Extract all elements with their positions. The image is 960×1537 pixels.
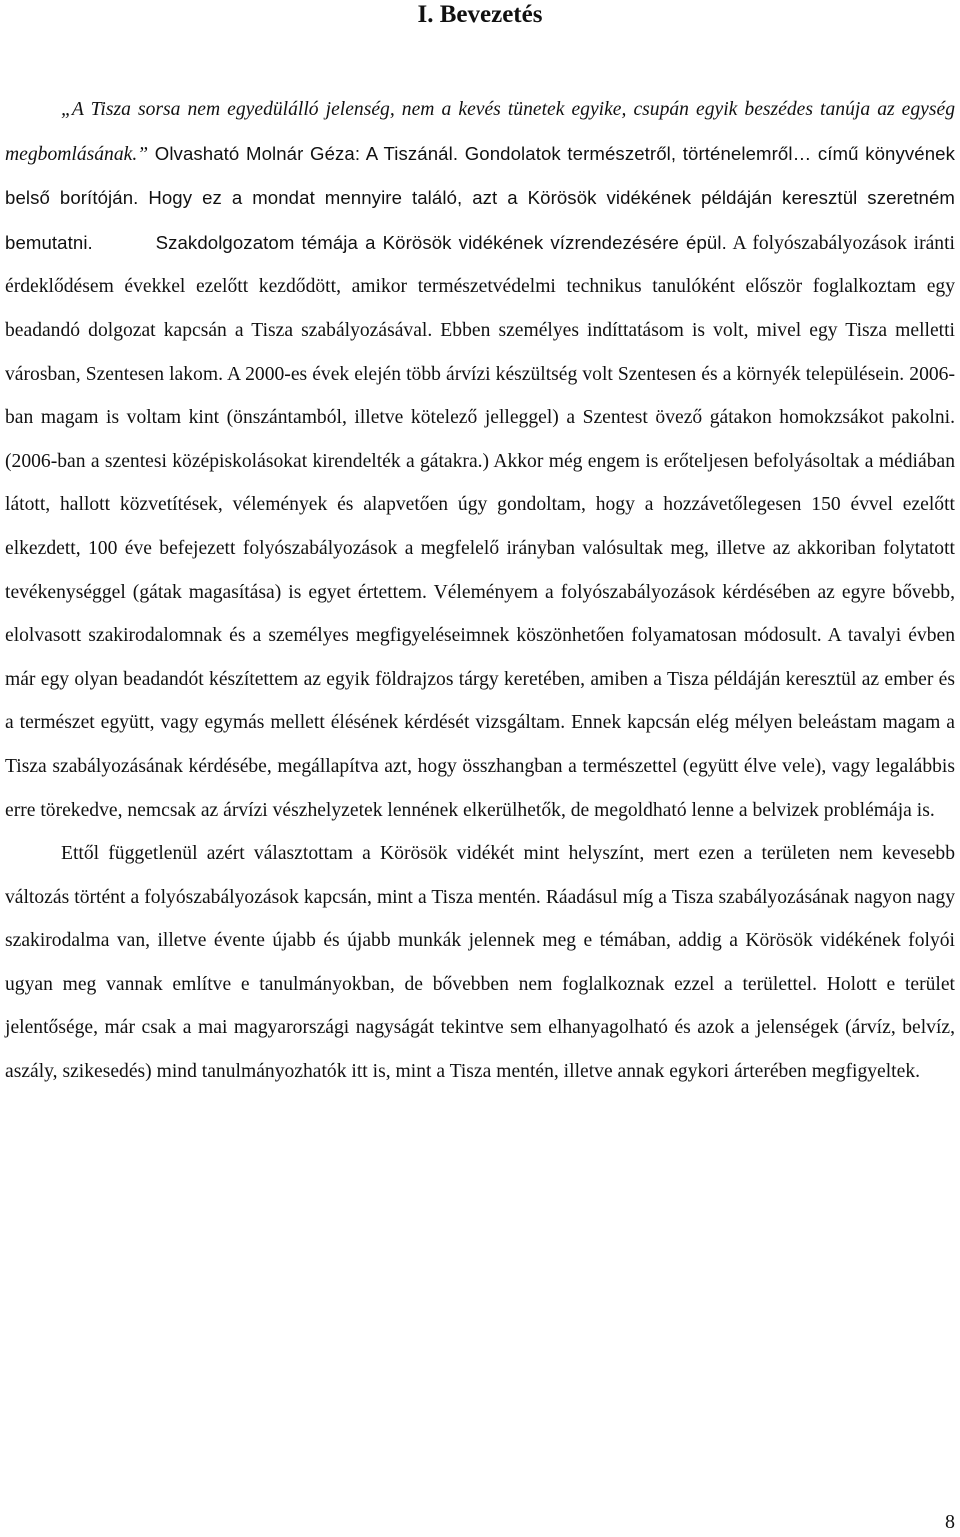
paragraph-intro-rest: A folyószabályozások iránti érdeklődésem évekkel ezelőtt kezdődött, amikor természetvédelmi technikus tanulóként először foglalkoztam egy beadandó dolgozat kapcsán a Tisza szabályozásával. Ebben személyes indíttatásom is volt, mivel egy Tisza melletti városban, Szentesen lakom. A 2000-es évek elején több árvízi készültség volt Szentesen és a környék településein. 2006-ban magam is voltam kint (önszántamból, illetve kötelező jelleggel) a Szentest övező gátakon homokzsákot pakolni. (2006-ban a szentesi középiskolásokat kirendelték a gátakra.) Akkor még engem is erőteljesen befolyásoltak a médiában látott, hallott közvetítések, vélemények és alapvetően úgy gondoltam, hogy a hozzávetőlegesen 150 évvel ezelőtt elkezdett, 100 éve befejezett folyószabályozások a megfelelő irányban valósultak meg, illetve az akkoriban folytatott tevékenységgel (gátak magasítása) is egyet értettem. Véleményem a folyószabályozások kérdésében az egyre bővebb, elolvasott szakirodalomnak és a személyes megfigyeléseimnek köszönhetően folyamatosan módosult. A tavalyi évben már egy olyan beadandót készítettem az egyik földrajzos tárgy keretében, amiben a Tisza példáján keresztül az ember és a természet együtt, vagy egymás mellett élésének kérdését vizsgáltam. Ennek kapcsán elég mélyen beleástam magam a Tisza szabályozásának kérdésébe, megállapítva azt, hogy összhangban a természettel (együtt élve vele), vagy legalábbis erre törekedve, nemcsak az árvízi vészhelyzetek lennének elkerülhetők, de megoldható lenne a belvizek problémája is. bbox=[5, 232, 955, 821]
paragraph-second bbox=[5, 832, 955, 1094]
chapter-heading: I. Bevezetés bbox=[417, 1, 543, 28]
paragraph-second-text: Ettől függetlenül azért választottam a Körösök vidékét mint helyszínt, mert ezen a területen nem kevesebb változás történt a folyószabályozások kapcsán, mint a Tisza mentén. Ráadásul míg a Tisza szabályozásának nagyon nagy szakirodalma van, illetve évente újabb és újabb munkák jelennek meg e témában, addig a Körösök vidékének folyói ugyan meg vannak említve e tanulmányokban, de bővebben nem foglalkoznak ezzel a területtel. Holott e terület jelentősége, már csak a mai magyarországi nagyságát tekintve sem elhanyagolható és azok a jelenségek (árvíz, belvíz, aszály, szikesedés) mind tanulmányozhatók itt is, mint a Tisza mentén, illetve annak egykori árterében megfigyeltek. bbox=[5, 843, 955, 1083]
opening-quote: „A Tisza sorsa nem egyedülálló jelenség, nem a kevés tünetek egyike, csupán egyik beszédes tanúja az egység megbomlásának.” bbox=[5, 99, 955, 165]
page-number: 8 bbox=[945, 1511, 955, 1533]
body-text bbox=[5, 88, 955, 1094]
topic-sentence: Szakdolgozatom témája a Körösök vidékének vízrendezésére épül. bbox=[155, 231, 727, 253]
quote-source: Olvasható Molnár Géza: A Tiszánál. Gondolatok természetről, történelemről… című könyvének belső borítóján. Hogy ez a mondat mennyire találó, azt a Körösök vidékének példáján keresztül szeretném bemutatni. bbox=[5, 142, 955, 253]
paragraph-intro bbox=[5, 88, 955, 832]
